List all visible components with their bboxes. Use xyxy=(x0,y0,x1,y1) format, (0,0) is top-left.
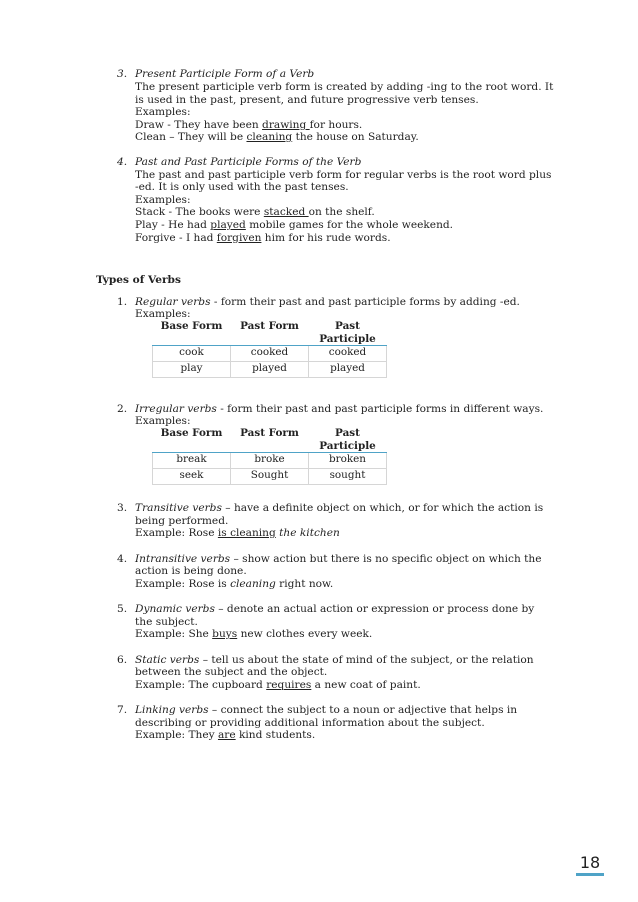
table-cell: play xyxy=(153,362,231,378)
example-line: Forgive - I had forgiven him for his rude words. xyxy=(135,232,391,244)
table-cell: broke xyxy=(231,453,309,469)
table-cell: played xyxy=(309,362,387,378)
paragraph-line: the subject. xyxy=(135,616,198,628)
example-line: Example: The cupboard requires a new coat of paint. xyxy=(135,679,421,691)
list-number: 4. xyxy=(117,156,128,168)
list-number: 7. xyxy=(117,704,128,716)
paragraph-line: action is being done. xyxy=(135,565,247,577)
column-header: Base Form xyxy=(153,320,231,346)
type-definition: Linking verbs – connect the subject to a noun or adjective that helps in xyxy=(135,704,518,716)
paragraph-line: describing or providing additional information about the subject. xyxy=(135,717,485,729)
section-title: Past and Past Participle Forms of the Verb xyxy=(135,156,362,168)
table-cell: cooked xyxy=(309,346,387,362)
list-number: 2. xyxy=(117,403,128,415)
paragraph-line: The present participle verb form is created by adding -ing to the root word. It xyxy=(135,81,554,93)
irregular-verbs-table xyxy=(152,427,387,485)
example-line: Example: They are kind students. xyxy=(135,729,316,741)
regular-verbs-table xyxy=(152,320,387,378)
examples-label: Examples: xyxy=(135,106,191,118)
examples-label: Examples: xyxy=(135,194,191,206)
type-definition: Static verbs – tell us about the state of mind of the subject, or the relation xyxy=(135,654,534,666)
table-cell: Sought xyxy=(231,469,309,485)
table-cell: broken xyxy=(309,453,387,469)
table-row xyxy=(153,469,387,485)
type-definition: Dynamic verbs – denote an actual action or expression or process done by xyxy=(135,603,535,615)
example-line: Example: Rose is cleaning the kitchen xyxy=(135,527,340,539)
section-title: Present Participle Form of a Verb xyxy=(135,68,315,80)
table-cell: break xyxy=(153,453,231,469)
paragraph-line: The past and past participle verb form for regular verbs is the root word plus xyxy=(135,169,552,181)
example-line: Example: She buys new clothes every week. xyxy=(135,628,373,640)
list-number: 6. xyxy=(117,654,128,666)
column-header: Past Form xyxy=(231,427,309,453)
example-line: Stack - The books were stacked on the shelf. xyxy=(135,206,375,218)
type-definition: Transitive verbs – have a definite object on which, or for which the action is xyxy=(135,502,544,514)
paragraph-line: -ed. It is only used with the past tenses. xyxy=(135,181,349,193)
list-number: 1. xyxy=(117,296,128,308)
table-cell: seek xyxy=(153,469,231,485)
column-header: Past Participle xyxy=(309,427,387,453)
column-header: Past Form xyxy=(231,320,309,346)
examples-label: Examples: xyxy=(135,415,191,427)
example-line: Play - He had played mobile games for the whole weekend. xyxy=(135,219,454,231)
table-header-row xyxy=(153,427,387,453)
table-row xyxy=(153,346,387,362)
paragraph-line: is used in the past, present, and future progressive verb tenses. xyxy=(135,94,479,106)
paragraph-line: being performed. xyxy=(135,515,229,527)
examples-label: Examples: xyxy=(135,308,191,320)
column-header: Base Form xyxy=(153,427,231,453)
table-row xyxy=(153,362,387,378)
example-line: Draw - They have been drawing for hours. xyxy=(135,119,363,131)
list-number: 3. xyxy=(117,502,128,514)
table-header-row xyxy=(153,320,387,346)
list-number: 5. xyxy=(117,603,128,615)
table-cell: cook xyxy=(153,346,231,362)
type-definition: Intransitive verbs – show action but there is no specific object on which the xyxy=(135,553,542,565)
table-cell: cooked xyxy=(231,346,309,362)
table-cell: sought xyxy=(309,469,387,485)
type-definition: Regular verbs - form their past and past participle forms by adding -ed. xyxy=(135,296,520,308)
types-heading: Types of Verbs xyxy=(96,274,181,286)
paragraph-line: between the subject and the object. xyxy=(135,666,328,678)
table-row xyxy=(153,453,387,469)
type-definition: Irregular verbs - form their past and past participle forms in different ways. xyxy=(135,403,544,415)
example-line: Clean – They will be cleaning the house on Saturday. xyxy=(135,131,419,143)
list-number: 3. xyxy=(117,68,128,80)
page-number-underline xyxy=(576,873,604,876)
example-line: Example: Rose is cleaning right now. xyxy=(135,578,334,590)
page-number: 18 xyxy=(579,853,601,872)
table-cell: played xyxy=(231,362,309,378)
list-number: 4. xyxy=(117,553,128,565)
column-header: Past Participle xyxy=(309,320,387,346)
